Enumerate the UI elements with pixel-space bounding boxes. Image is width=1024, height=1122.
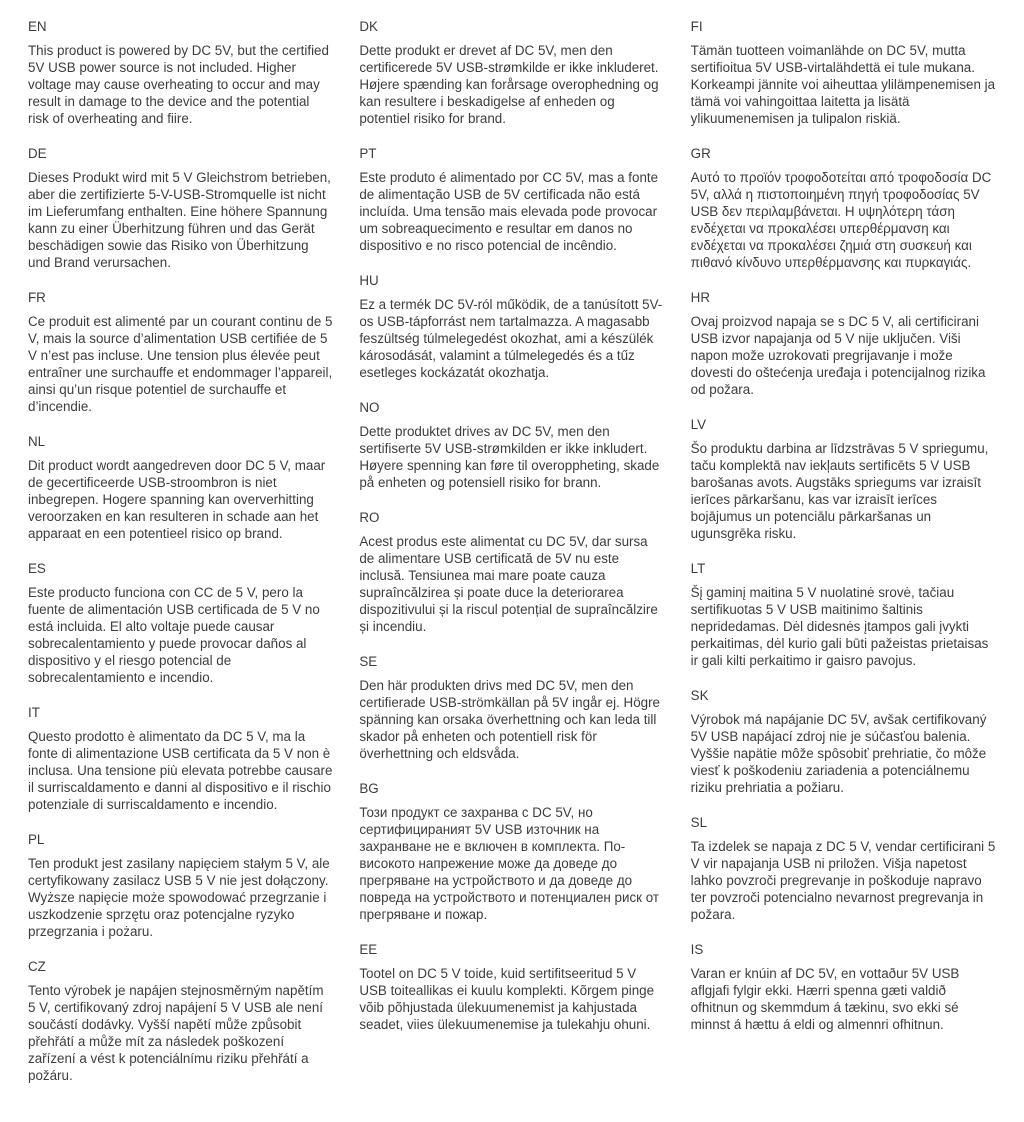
language-text-de: Dieses Produkt wird mit 5 V Gleichstrom betrieben, aber die zertifizierte 5-V-USB-Stromquelle ist nicht im Lieferumfang enthalten. Eine höhere Spannung kann zu einer Überhitzung führen und das Gerät beschädigen sowie das Risiko von Überhitzung und Brand verursachen. bbox=[28, 170, 331, 270]
language-text-dk: Dette produkt er drevet af DC 5V, men den certificerede 5V USB-strømkilde er ikke inkluderet. Højere spænding kan forårsage overophedning og kan resultere i beskadigelse af enheden og potentiel risiko for brand. bbox=[359, 43, 659, 126]
language-section-fr bbox=[28, 289, 333, 415]
language-section-en bbox=[28, 18, 333, 127]
language-code-hu: HU bbox=[359, 273, 379, 288]
language-code-no: NO bbox=[359, 400, 380, 415]
language-code-es: ES bbox=[28, 561, 46, 576]
language-section-ro bbox=[359, 509, 664, 635]
language-code-sl: SL bbox=[690, 815, 708, 830]
language-code-en: EN bbox=[28, 19, 47, 34]
language-text-nl: Dit product wordt aangedreven door DC 5 V, maar de gecertificeerde USB-stroombron is niet inbegrepen. Hogere spanning kan oververhitting veroorzaken en kan resulteren in schade aan het apparaat en een potentieel risico op brand. bbox=[28, 458, 326, 541]
language-section-no bbox=[359, 399, 664, 491]
language-text-sk: Výrobok má napájanie DC 5V, avšak certifikovaný 5V USB napájací zdroj nie je súčasťou balenia. Vyššie napätie môže spôsobiť prehriatie, čo môže viesť k poškodeniu zariadenia a potenciálnemu riziku prehriatia a požiaru. bbox=[690, 712, 987, 795]
language-text-ee: Tootel on DC 5 V toide, kuid sertifitseeritud 5 V USB toiteallikas ei kuulu komplekti. Kõrgem pinge võib põhjustada ülekuumenemist ja kahjustada seadet, viies ülekuumenemise ja tulekahju ohuni. bbox=[359, 966, 655, 1032]
language-section-lv bbox=[691, 416, 996, 542]
language-text-gr: Αυτό το προϊόν τροφοδοτείται από τροφοδοσία DC 5V, αλλά η πιστοποιημένη πηγή τροφοδοσίας 5V USB δεν περιλαμβάνεται. Η υψηλότερη τάση ενδέχεται να προκαλέσει υπερθέρμανση και ενδέχεται να προκαλέσει ζημιά στη συσκευή και πιθανό κίνδυνο υπερθέρμανσης και πυρκαγιάς. bbox=[690, 170, 992, 270]
language-code-ro: RO bbox=[359, 510, 380, 525]
language-code-de: DE bbox=[28, 146, 47, 161]
language-code-pt: PT bbox=[359, 146, 377, 161]
language-text-pt: Este produto é alimentado por CC 5V, mas a fonte de alimentação USB de 5V certificada não está incluída. Uma tensão mais elevada pode provocar um sobreaquecimento e resultar em danos no dispositivo e no risco potencial de incêndio. bbox=[359, 170, 659, 253]
language-text-fr: Ce produit est alimenté par un courant continu de 5 V, mais la source d’alimentation USB certifiée de 5 V n’est pas incluse. Une tension plus élevée peut entraîner une surchauffe et endommager l’appareil, ainsi qu’un risque potentiel de surchauffe et d’incendie. bbox=[28, 314, 333, 414]
language-section-is bbox=[691, 941, 996, 1033]
language-code-cz: CZ bbox=[28, 959, 46, 974]
language-code-it: IT bbox=[28, 705, 40, 720]
language-section-se bbox=[359, 653, 664, 762]
language-section-it bbox=[28, 704, 333, 813]
language-code-lt: LT bbox=[690, 561, 706, 576]
language-section-es bbox=[28, 560, 333, 686]
language-section-ee bbox=[359, 941, 664, 1033]
language-code-nl: NL bbox=[28, 434, 46, 449]
language-text-es: Este producto funciona con CC de 5 V, pero la fuente de alimentación USB certificada de 5 V no está incluida. El alto voltaje puede causar sobrecalentamiento y puede provocar daños al dispositivo y el riesgo potencial de sobrecalentamiento e incendio. bbox=[28, 585, 320, 685]
column-3 bbox=[691, 18, 996, 1102]
language-code-sk: SK bbox=[690, 688, 709, 703]
language-section-lt bbox=[691, 560, 996, 669]
language-code-is: IS bbox=[690, 942, 704, 957]
language-text-en: This product is powered by DC 5V, but the certified 5V USB power source is not included. Higher voltage may cause overheating to occur and may result in damage to the device and the potential risk of overheating and fiire. bbox=[28, 43, 329, 126]
language-code-gr: GR bbox=[690, 146, 711, 161]
language-section-hr bbox=[691, 289, 996, 398]
language-text-sl: Ta izdelek se napaja z DC 5 V, vendar certificirani 5 V vir napajanja USB ni priložen. Višja napetost lahko povzroči pregrevanje in poškoduje napravo ter povzroči potencialno nevarnost pregrevanja in požara. bbox=[690, 839, 996, 922]
language-code-ee: EE bbox=[359, 942, 378, 957]
language-code-lv: LV bbox=[690, 417, 707, 432]
language-text-hr: Ovaj proizvod napaja se s DC 5 V, ali certificirani USB izvor napajanja od 5 V nije uključen. Viši napon može uzrokovati pregrijavanje i može dovesti do oštećenja uređaja i potencijalnog rizika od požara. bbox=[690, 314, 986, 397]
language-text-cz: Tento výrobek je napájen stejnosměrným napětím 5 V, certifikovaný zdroj napájení 5 V USB ale není součástí dodávky. Vyšší napětí může způsobit přehřátí a může mít za následek poškození zařízení a vést k potenciálnímu riziku přehřátí a požáru. bbox=[28, 983, 324, 1083]
language-text-no: Dette produktet drives av DC 5V, men den sertifiserte 5V USB-strømkilden er ikke inkludert. Høyere spenning kan føre til overoppheting, skade på enheten og potensiell risiko for brann. bbox=[359, 424, 660, 490]
language-code-hr: HR bbox=[690, 290, 710, 305]
language-section-sk bbox=[691, 687, 996, 796]
language-text-it: Questo prodotto è alimentato da DC 5 V, ma la fonte di alimentazione USB certificata da 5 V non è inclusa. Una tensione più elevata potrebbe causare il surriscaldamento e danni al dispositivo e il rischio potenziale di surriscaldamento e incendio. bbox=[28, 729, 333, 812]
language-section-dk bbox=[359, 18, 664, 127]
language-section-hu bbox=[359, 272, 664, 381]
language-code-dk: DK bbox=[359, 19, 378, 34]
language-section-fi bbox=[691, 18, 996, 127]
language-text-is: Varan er knúin af DC 5V, en vottaður 5V USB aflgjafi fylgir ekki. Hærri spenna gæti valdið ofhitnun og skemmdum á tækinu, svo ekki sé minnst á hættu á eldi og almennri ofhitnun. bbox=[690, 966, 960, 1032]
language-code-pl: PL bbox=[28, 832, 45, 847]
language-section-de bbox=[28, 145, 333, 271]
language-section-gr bbox=[691, 145, 996, 271]
language-code-fr: FR bbox=[28, 290, 46, 305]
column-2 bbox=[359, 18, 664, 1102]
language-code-se: SE bbox=[359, 654, 378, 669]
language-text-lt: Šį gaminį maitina 5 V nuolatinė srovė, tačiau sertifikuotas 5 V USB maitinimo šaltinis nepridedamas. Dėl didesnės įtampos gali įvykti perkaitimas, dėl kurio gali būti pažeistas prietaisas ir gali kilti perkaitimo ir gaisro pavojus. bbox=[690, 585, 989, 668]
language-text-ro: Acest produs este alimentat cu DC 5V, dar sursa de alimentare USB certificată de 5V nu este inclusă. Tensiunea mai mare poate cauza supraîncălzirea și poate duce la deteriorarea dispozitivului și la riscul potențial de supraîncălzire și incendiu. bbox=[359, 534, 658, 634]
language-section-cz bbox=[28, 958, 333, 1084]
column-1 bbox=[28, 18, 333, 1102]
language-section-pl bbox=[28, 831, 333, 940]
language-text-se: Den här produkten drivs med DC 5V, men den certifierade USB-strömkällan på 5V ingår ej. Högre spänning kan orsaka överhettning och kan leda till skador på enheten och potentiell risk för överhettning och eldsvåda. bbox=[359, 678, 661, 761]
language-text-bg: Този продукт се захранва с DC 5V, но сертифицираният 5V USB източник на захранване не е включен в комплекта. По-високото напрежение може да доведе до прегряване на устройството и да доведе до повреда на устройството и потенциален риск от прегряване и пожар. bbox=[359, 805, 660, 922]
language-text-fi: Tämän tuotteen voimanlähde on DC 5V, mutta sertifioitua 5V USB-virtalähdettä ei tule mukana. Korkeampi jännite voi aiheuttaa ylilämpenemisen ja tämä voi vahingoittaa laitetta ja lisätä ylikuumenemisen ja tulipalon riskiä. bbox=[690, 43, 996, 126]
language-text-pl: Ten produkt jest zasilany napięciem stałym 5 V, ale certyfikowany zasilacz USB 5 V nie jest dołączony. Wyższe napięcie może spowodować przegrzanie i uszkodzenie sprzętu oraz potencjalne ryzyko przegrzania i pożaru. bbox=[28, 856, 330, 939]
language-section-pt bbox=[359, 145, 664, 254]
language-section-nl bbox=[28, 433, 333, 542]
language-text-lv: Šo produktu darbina ar līdzstrāvas 5 V spriegumu, taču komplektā nav iekļauts sertificēts 5 V USB barošanas avots. Augstāks spriegums var izraisīt ierīces pārkaršanu, kas var izraisīt ierīces bojājumus un potenciālu pārkaršanas un ugunsgrēka risku. bbox=[690, 441, 989, 541]
language-section-bg bbox=[359, 780, 664, 923]
language-section-sl bbox=[691, 814, 996, 923]
language-code-fi: FI bbox=[690, 19, 703, 34]
language-code-bg: BG bbox=[359, 781, 379, 796]
language-text-hu: Ez a termék DC 5V-ról működik, de a tanúsított 5V-os USB-tápforrást nem tartalmazza. A magasabb feszültség túlmelegedést okozhat, ami a készülék károsodását, valamint a túlmelegedés és a tűz esetleges kockázatát okozhatja. bbox=[359, 297, 663, 380]
